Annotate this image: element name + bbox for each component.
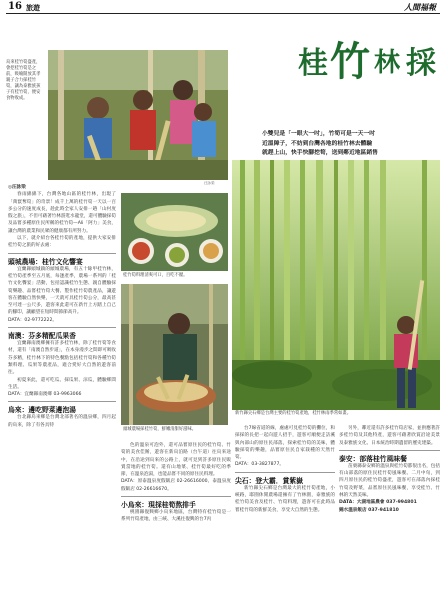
section-body-jianshi: 新竹縣尖石鄉是台灣最大的桂竹筍產地，小峽路，耶園休閒農場還擁有了竹林園，泰雅族的桂竹筍美食及桂竹、竹筍料理，遊客可在此時品嘗桂竹筍的新鮮美食，享受大自然的生態。 xyxy=(235,485,335,513)
section-title-xiaowulai: 小烏來：現採桂筍熬排手 xyxy=(121,501,196,510)
bamboo-forest-photo xyxy=(232,160,440,410)
right-col1-body: 台7線省道的線，處處可見桂竹筍的攤位，和採採的長把一起向遊人招手，遊客可順便走訪溪與內部山的原住民部落，探索桂竹筍的美味，體驗採筍的樂趣，品嘗原住民自家栽種的天然竹筍。 xyxy=(235,426,335,461)
section-extra-nanao: 初夏來此，還可吃瓜、採瓜果、涼瓜，體驗鄉間生活。 xyxy=(8,377,116,390)
headline-char-3: 林 xyxy=(374,48,401,78)
section-body-nanao: 宜蘭縣南澳鄉擁有許多桂竹林，除了桂竹筍等食材，還有「南澳自然步道」，在本身漫步之間即可吸收芬多精，桂竹林下的特色餐點包括桂竹筍和各種竹筍類料理、瓜果等農產品，適合愛好大自然的遊客前往。 xyxy=(8,341,116,376)
middle-data: DATA：原泰溫泉度假飯店 02-26616000、泰溫泉度假飯店 02-26616670。 xyxy=(121,479,231,492)
kids-photo xyxy=(48,50,228,180)
section-title-taian: 泰安：部落桂竹風味餐 xyxy=(339,454,407,463)
left-column xyxy=(8,184,116,584)
section-body-wulai: 台北縣烏來鄉是台灣北部著名的溫泉鄉，四月起的烏來，除了有各具特 xyxy=(8,415,116,428)
section-title-wulai: 烏來：邊吃野菜邊泡湯 xyxy=(8,406,76,415)
section-data-taian-2: 錦水溫泉飯店 037-941810 xyxy=(339,507,399,513)
food-caption: 桂竹筍料理清爽可口，百吃不厭。 xyxy=(123,273,188,278)
section-divider xyxy=(8,401,116,402)
photo-credit: 汪詠梁 xyxy=(204,181,215,185)
section-divider xyxy=(121,496,231,497)
section-label: 旅遊 xyxy=(26,4,40,12)
right-column-2 xyxy=(339,425,440,585)
food-photo xyxy=(121,193,228,271)
section-title-nanao: 南澳：芬多精配瓜果香 xyxy=(8,332,76,341)
woman-caption: 頭城農場採桂竹筍，鮮嫩清甜好滋味。 xyxy=(123,427,197,432)
lead-line-3: 就趕上山，快手快腳挖筍，送到鄰近地區銷售 xyxy=(262,150,378,156)
headline-char-2: 竹 xyxy=(330,38,370,85)
byline: ◎汪詠梁 xyxy=(8,185,26,190)
woman-photo xyxy=(121,284,228,425)
page-number: 16 xyxy=(8,1,22,12)
headline xyxy=(298,34,440,85)
section-body-toucheng: 宜蘭縣頭城鎮的頭城農場，有五十餘甲桂竹林，桂竹筍產季至五月底，每逢產季，農場一系列的「桂竹文化饗宴」活動，包括認識桂竹生態、親自體驗採筍樂趣、品嘗桂竹筍大餐、製作桂竹筍農產品，讓遊客在體驗自然快樂，一天就可具桂竹筍公分，最高甚至可達一公尺多，遊客來此還可在新竹上方踏上自己的腳印，讓顧望在短時間節節高升。 xyxy=(8,266,116,316)
section-title-jianshi: 尖石：登大霸．賞紫嶽 xyxy=(235,476,303,485)
right-col1-data: DATA：03-3827877。 xyxy=(235,462,284,468)
bamboo-caption: 新竹縣尖石鄉是台灣主要的桂竹筍產地，桂竹林雨季常如畫。 xyxy=(235,411,352,416)
section-data-toucheng: DATA：02-9772222。 xyxy=(8,317,57,323)
section-body-xiaowulai: 桃園縣復興鄉小烏來地區，台灣特有桂竹筍是一系列竹筍產地，由三峽、大溪往復興的台7丙 xyxy=(121,510,231,523)
section-divider xyxy=(8,253,116,254)
section-title-toucheng: 頭城農場：桂竹文化響宴 xyxy=(8,257,83,266)
intro-paragraph-2: 以下，就介紹台各桂竹筍的產地，提供大家安排桂竹筍之旅的好去處： xyxy=(8,236,116,249)
lead-line-2: 近溫障子，不妨到台灣各地的桂竹林去體驗 xyxy=(262,140,373,147)
newspaper-name: 人間福報 xyxy=(404,2,436,12)
section-data-taian-1: DATA：大湖地區農會 037-994801 xyxy=(339,500,417,506)
headline-char-1: 桂 xyxy=(298,46,328,81)
section-body-taian: 苗栗縣泰安鄉的溫泉與桂竹筍都很出名，包括有山部落的原住民桂竹筍風味餐。二月中旬，到四月原住民的桂竹筍盛產，遊客可在部落內採桂竹筍及野菜，品嘗原住民風味餐，享受桂竹、竹林的天然美味。 xyxy=(339,463,440,499)
section-divider xyxy=(235,472,335,473)
middle-body: 色的溫泉可泡外，還可品嘗原住民的桂竹筍、竹筍的美食佳餚，遊客在新烏泊路（台午道）往烏來途中，在沿途到烏來的公路上，就可見到許多原住民販賣當地的桂竹筍。還有山地菜、桂竹筍最好吃的季節，在溫泉泡湯，也能品嘗不同的原住民料理。 xyxy=(121,443,231,478)
intro-paragraph-1: 春雨綿綿下，台灣各地山區的桂竹林，出現了「萬竄奪筍」的奇景！成千上萬的桂竹筍一天以一百多公分的速度成長，趁此時全家人安排一趟「山村度假之旅」，不但可藉著竹林游逛水龍堂，還可體驗採筍及品嘗多種原住民所稱的桂竹筍—Ali「阿力」美食，讓台灣的農業和民眾的健康都有所努力。 xyxy=(8,192,116,234)
lead-line-1: 小雙兒是「一眼大一吋」，竹筍可是一天一吋 xyxy=(262,131,376,137)
headline-char-4: 採 xyxy=(406,46,436,81)
page-header xyxy=(0,0,440,14)
section-divider xyxy=(8,327,116,328)
right-col2-body: 另外，鄰近還有許多桂竹筍店家，並供應著許多桂竹筍及其他特產，遊客可藉著欣賞沿途美景及泰雅族文化、日本統治時期遺留的歷史建築。 xyxy=(339,426,440,446)
right-column-1 xyxy=(235,425,335,585)
middle-column xyxy=(121,442,231,585)
section-divider xyxy=(339,450,440,451)
lead-paragraph xyxy=(262,130,440,159)
section-data-nanao: DATA：宜蘭縣南澳鄉 03-9963066 xyxy=(8,392,82,398)
kids-caption: 烏來桂竹筍盛產，會挖桂竹筍是之前，吸喻開放其孝親子合力採桂竹筍，讓為泰雅族孩子有桂竹筍，便安食物收成。 xyxy=(6,60,41,101)
header-rule xyxy=(6,13,440,14)
